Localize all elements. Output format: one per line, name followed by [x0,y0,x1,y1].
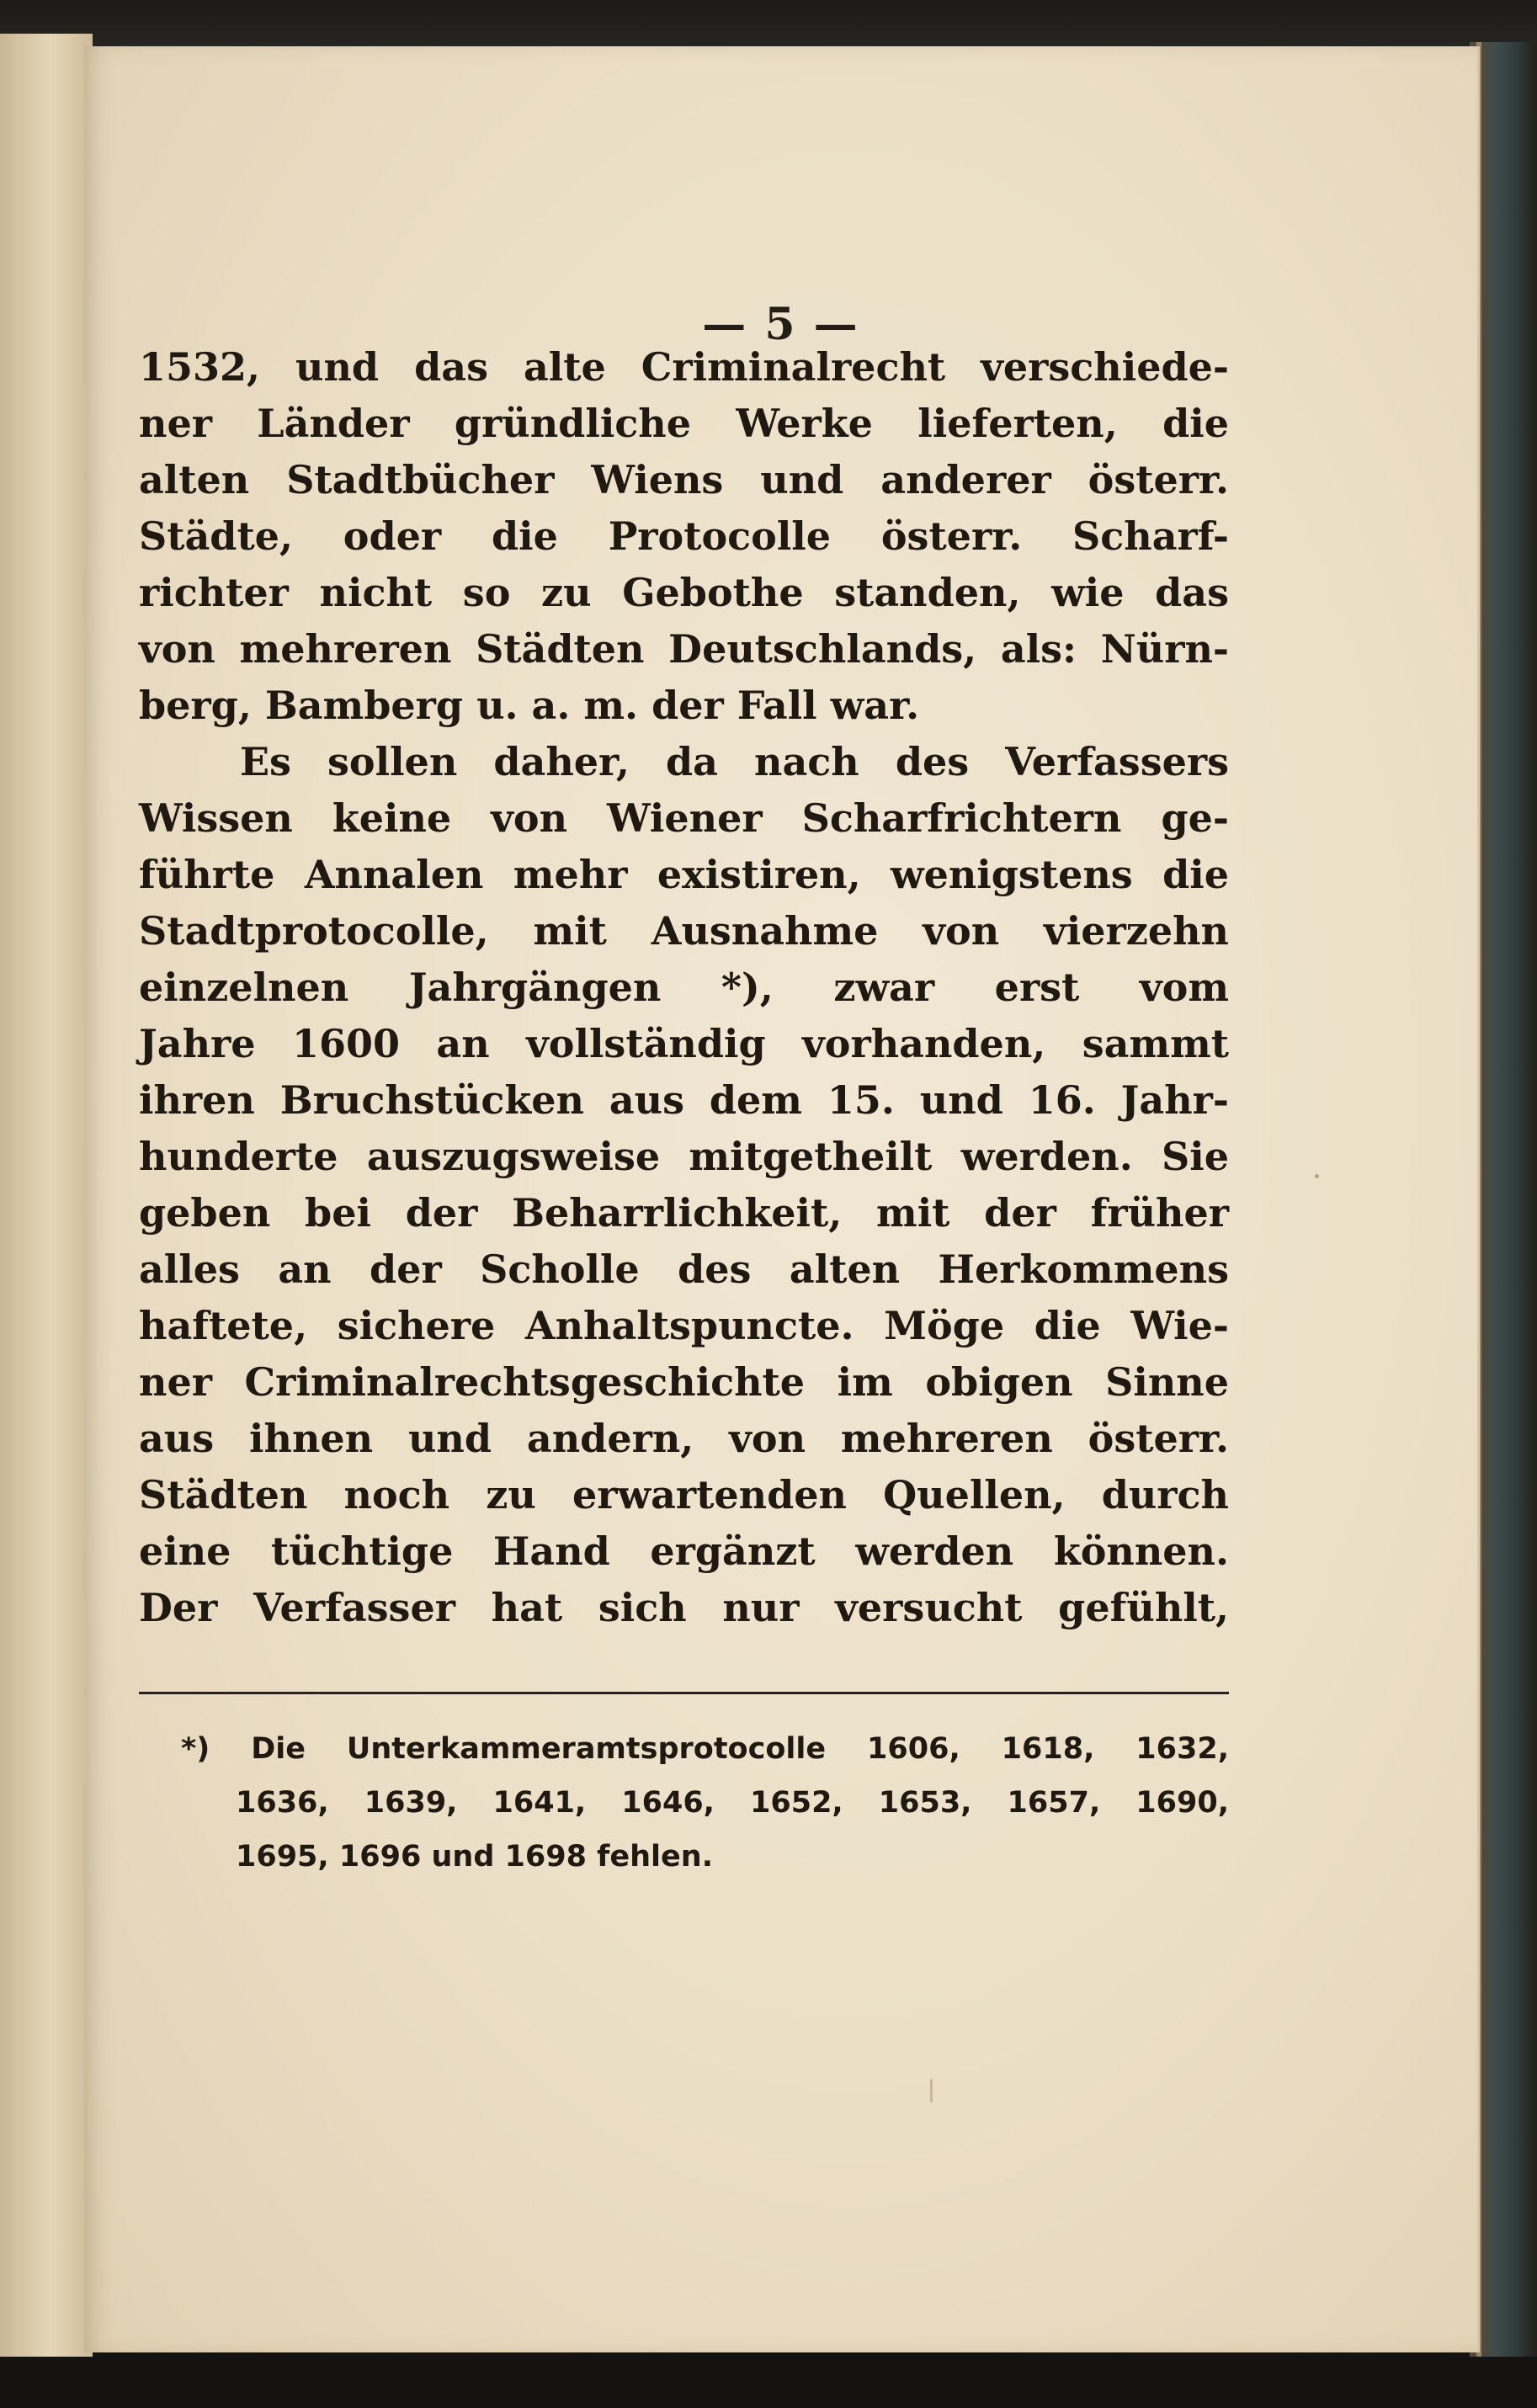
text-line: von mehreren Städten Deutschlands, als: Nürn- [139,626,1229,672]
page-number: — 5 — [702,299,859,350]
footnote-line: 1695, 1696 und 1698 fehlen. [236,1840,713,1874]
footnote-line: *) Die Unterkammeramtsprotocolle 1606, 1618, 1632, [181,1732,1229,1766]
paper-speck [1315,1174,1319,1178]
text-line: aus ihnen und andern, von mehreren österr. [139,1416,1229,1461]
text-line: hunderte auszugsweise mitgetheilt werden. Sie [139,1134,1229,1179]
footnote-line: 1636, 1639, 1641, 1646, 1652, 1653, 1657, 1690, [236,1786,1229,1820]
book-cover-edge [1470,42,1537,2357]
text-line: ner Criminalrechtsgeschichte im obigen Sinne [139,1359,1229,1405]
text-line: alten Stadtbücher Wiens und anderer österr. [139,457,1229,502]
text-line: Jahre 1600 an vollständig vorhanden, sammt [139,1021,1229,1066]
text-line: geben bei der Beharrlichkeit, mit der früher [139,1190,1229,1236]
facing-page-edge [0,34,93,2357]
scan-background [0,0,1537,50]
text-line: berg, Bamberg u. a. m. der Fall war. [139,683,920,728]
text-line: Der Verfasser hat sich nur versucht gefühlt, [139,1585,1229,1630]
text-line: ihren Bruchstücken aus dem 15. und 16. Jahr- [139,1077,1229,1123]
text-line: Stadtprotocolle, mit Ausnahme von vierzehn [139,908,1229,954]
footnote [181,1722,1229,1884]
text-line: richter nicht so zu Gebothe standen, wie das [139,570,1229,615]
text-line: Wissen keine von Wiener Scharfrichtern ge- [139,795,1229,841]
text-line: haftete, sichere Anhaltspuncte. Möge die Wie- [139,1303,1229,1348]
text-line: eine tüchtige Hand ergänzt werden können. [139,1528,1229,1574]
text-line: führte Annalen mehr existiren, wenigstens die [139,852,1229,897]
text-line: Städten noch zu erwartenden Quellen, durch [139,1472,1229,1518]
body-text [139,339,1229,1636]
text-line: 1532, und das alte Criminalrecht verschiede- [139,344,1229,390]
text-line: alles an der Scholle des alten Herkommens [139,1247,1229,1292]
text-line: ner Länder gründliche Werke lieferten, die [139,401,1229,446]
footnote-divider [139,1692,1229,1694]
text-line: Städte, oder die Protocolle österr. Scharf- [139,513,1229,559]
paragraph-start-line: Es sollen daher, da nach des Verfassers [240,739,1229,784]
text-line: einzelnen Jahrgängen *), zwar erst vom [139,965,1229,1010]
paper-mark [930,2079,933,2102]
